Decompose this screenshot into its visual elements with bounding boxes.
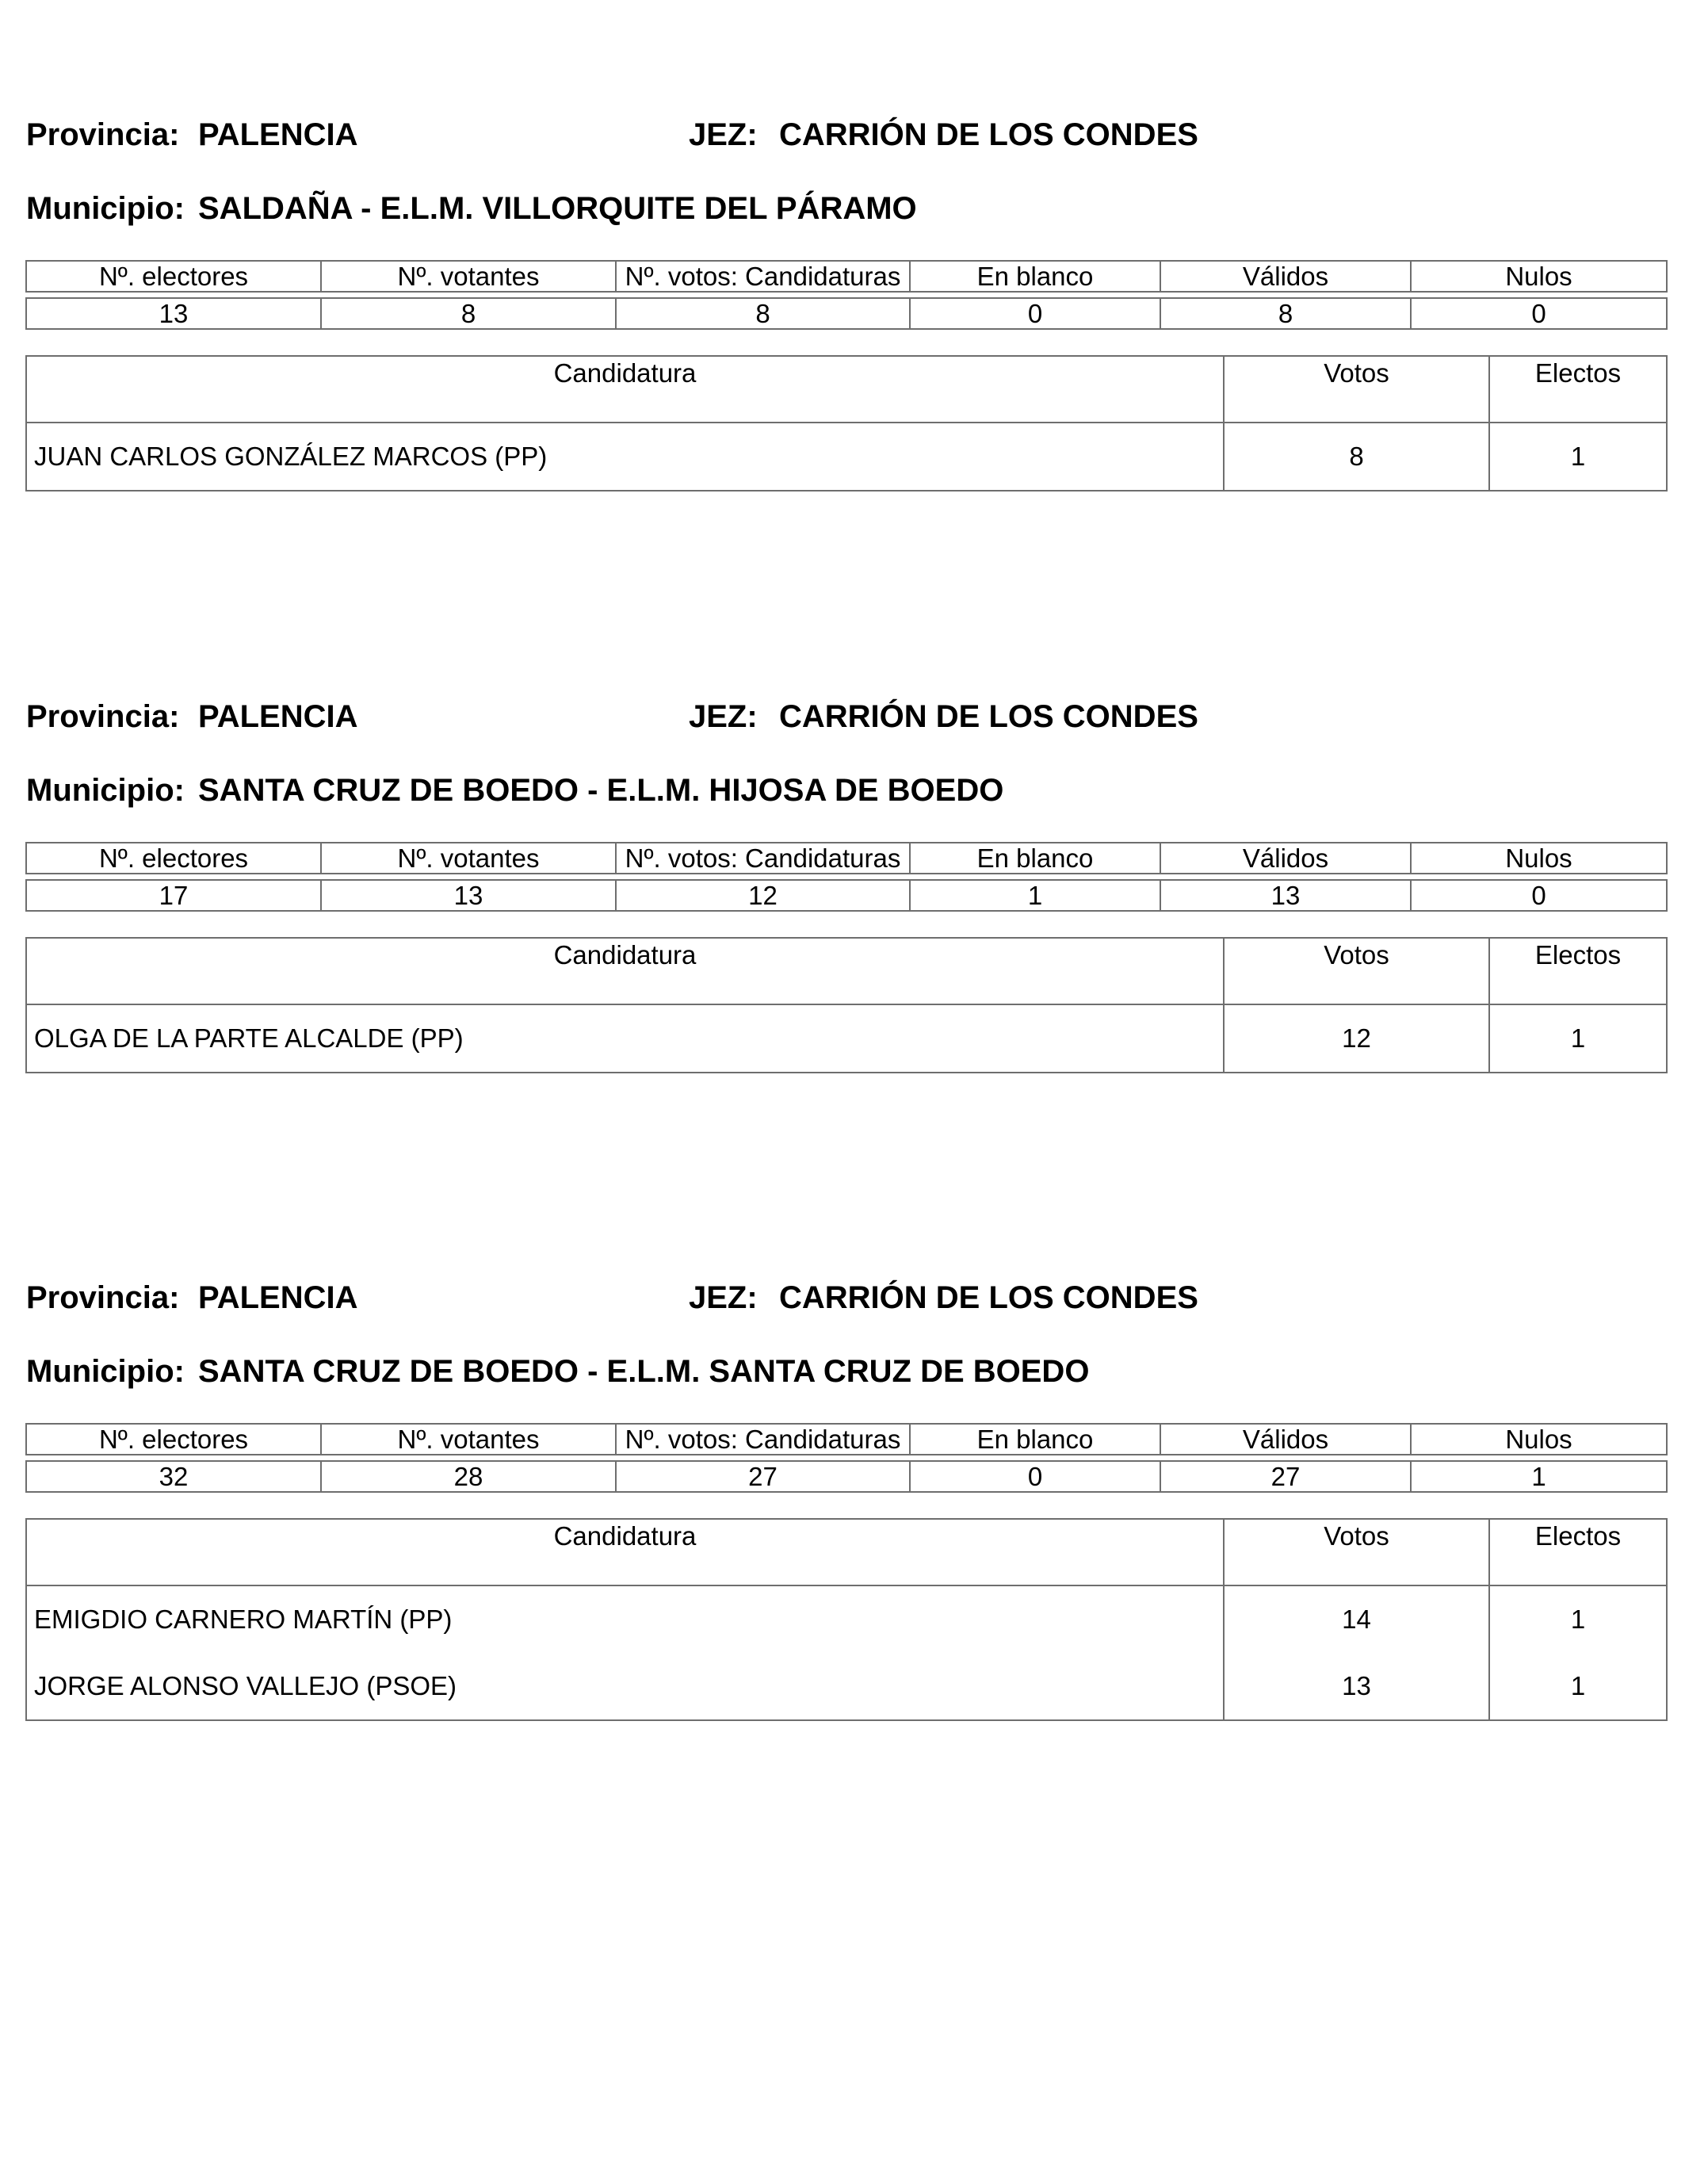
candidate-electos: 1 xyxy=(1489,1653,1667,1720)
municipio-value: SANTA CRUZ DE BOEDO - E.L.M. HIJOSA DE BOEDO xyxy=(198,773,1004,808)
en-blanco-header: En blanco xyxy=(910,1424,1160,1455)
candidate-row xyxy=(26,1004,1667,1073)
votantes-header: Nº. votantes xyxy=(321,261,616,292)
nulos-value: 0 xyxy=(1411,880,1667,911)
candidate-row xyxy=(26,1585,1667,1653)
jez-label: JEZ: xyxy=(689,1280,758,1315)
votos-candidaturas-value: 12 xyxy=(616,880,910,911)
votantes-header: Nº. votantes xyxy=(321,843,616,874)
votantes-value: 13 xyxy=(321,880,616,911)
en-blanco-value: 1 xyxy=(910,880,1160,911)
stats-values-row xyxy=(26,1461,1667,1492)
candidate-name: JORGE ALONSO VALLEJO (PSOE) xyxy=(26,1653,1224,1720)
electores-value: 32 xyxy=(26,1461,321,1492)
en-blanco-header: En blanco xyxy=(910,261,1160,292)
provincia-value: PALENCIA xyxy=(198,699,358,734)
stats-header-row xyxy=(26,261,1667,292)
municipio-value: SALDAÑA - E.L.M. VILLORQUITE DEL PÁRAMO xyxy=(198,191,917,226)
nulos-header: Nulos xyxy=(1411,843,1667,874)
municipio-value: SANTA CRUZ DE BOEDO - E.L.M. SANTA CRUZ DE BOEDO xyxy=(198,1354,1090,1389)
votos-header: Votos xyxy=(1224,356,1489,423)
candidates-header-row xyxy=(26,356,1667,423)
validos-header: Válidos xyxy=(1160,843,1411,874)
electos-header: Electos xyxy=(1489,938,1667,1004)
candidate-votos: 14 xyxy=(1224,1585,1489,1653)
result-section-1 xyxy=(0,119,1685,563)
candidate-votos: 12 xyxy=(1224,1004,1489,1073)
electos-header: Electos xyxy=(1489,1519,1667,1585)
jez-label: JEZ: xyxy=(689,117,758,152)
votos-header: Votos xyxy=(1224,938,1489,1004)
votantes-header: Nº. votantes xyxy=(321,1424,616,1455)
provincia-label: Provincia: xyxy=(26,699,180,734)
electores-header: Nº. electores xyxy=(26,261,321,292)
provincia-value: PALENCIA xyxy=(198,1280,358,1315)
validos-value: 8 xyxy=(1160,298,1411,329)
nulos-value: 0 xyxy=(1411,298,1667,329)
validos-header: Válidos xyxy=(1160,1424,1411,1455)
en-blanco-header: En blanco xyxy=(910,843,1160,874)
candidate-name: EMIGDIO CARNERO MARTÍN (PP) xyxy=(26,1585,1224,1653)
jez-value: CARRIÓN DE LOS CONDES xyxy=(779,699,1198,734)
candidates-table xyxy=(25,1518,1668,1721)
municipio-label: Municipio: xyxy=(26,1354,185,1389)
candidates-table xyxy=(25,355,1668,491)
stats-table xyxy=(25,1423,1668,1493)
jez-value: CARRIÓN DE LOS CONDES xyxy=(779,1280,1198,1315)
votos-candidaturas-value: 27 xyxy=(616,1461,910,1492)
electores-header: Nº. electores xyxy=(26,843,321,874)
candidate-votos: 13 xyxy=(1224,1653,1489,1720)
validos-value: 27 xyxy=(1160,1461,1411,1492)
candidates-header-row xyxy=(26,938,1667,1004)
provincia-label: Provincia: xyxy=(26,117,180,152)
provincia-value: PALENCIA xyxy=(198,117,358,152)
en-blanco-value: 0 xyxy=(910,1461,1160,1492)
votos-candidaturas-value: 8 xyxy=(616,298,910,329)
electores-value: 17 xyxy=(26,880,321,911)
votantes-value: 8 xyxy=(321,298,616,329)
votos-candidaturas-header: Nº. votos: Candidaturas xyxy=(616,1424,910,1455)
municipio-label: Municipio: xyxy=(26,191,185,226)
candidates-header-row xyxy=(26,1519,1667,1585)
nulos-value: 1 xyxy=(1411,1461,1667,1492)
votantes-value: 28 xyxy=(321,1461,616,1492)
stats-table xyxy=(25,260,1668,330)
provincia-label: Provincia: xyxy=(26,1280,180,1315)
electores-value: 13 xyxy=(26,298,321,329)
validos-header: Válidos xyxy=(1160,261,1411,292)
result-section-2 xyxy=(0,701,1685,1145)
votos-header: Votos xyxy=(1224,1519,1489,1585)
stats-values-row xyxy=(26,880,1667,911)
candidate-electos: 1 xyxy=(1489,1004,1667,1073)
candidatura-header: Candidatura xyxy=(26,356,1224,423)
stats-table xyxy=(25,842,1668,912)
candidate-electos: 1 xyxy=(1489,423,1667,491)
electores-header: Nº. electores xyxy=(26,1424,321,1455)
candidate-name: OLGA DE LA PARTE ALCALDE (PP) xyxy=(26,1004,1224,1073)
votos-candidaturas-header: Nº. votos: Candidaturas xyxy=(616,261,910,292)
candidate-votos: 8 xyxy=(1224,423,1489,491)
result-section-3 xyxy=(0,1282,1685,1726)
candidatura-header: Candidatura xyxy=(26,938,1224,1004)
validos-value: 13 xyxy=(1160,880,1411,911)
votos-candidaturas-header: Nº. votos: Candidaturas xyxy=(616,843,910,874)
electos-header: Electos xyxy=(1489,356,1667,423)
en-blanco-value: 0 xyxy=(910,298,1160,329)
candidates-table xyxy=(25,937,1668,1073)
candidate-electos: 1 xyxy=(1489,1585,1667,1653)
stats-header-row xyxy=(26,1424,1667,1455)
stats-values-row xyxy=(26,298,1667,329)
nulos-header: Nulos xyxy=(1411,1424,1667,1455)
nulos-header: Nulos xyxy=(1411,261,1667,292)
jez-value: CARRIÓN DE LOS CONDES xyxy=(779,117,1198,152)
municipio-label: Municipio: xyxy=(26,773,185,808)
stats-header-row xyxy=(26,843,1667,874)
jez-label: JEZ: xyxy=(689,699,758,734)
candidate-name: JUAN CARLOS GONZÁLEZ MARCOS (PP) xyxy=(26,423,1224,491)
candidate-row xyxy=(26,1653,1667,1720)
candidate-row xyxy=(26,423,1667,491)
candidatura-header: Candidatura xyxy=(26,1519,1224,1585)
